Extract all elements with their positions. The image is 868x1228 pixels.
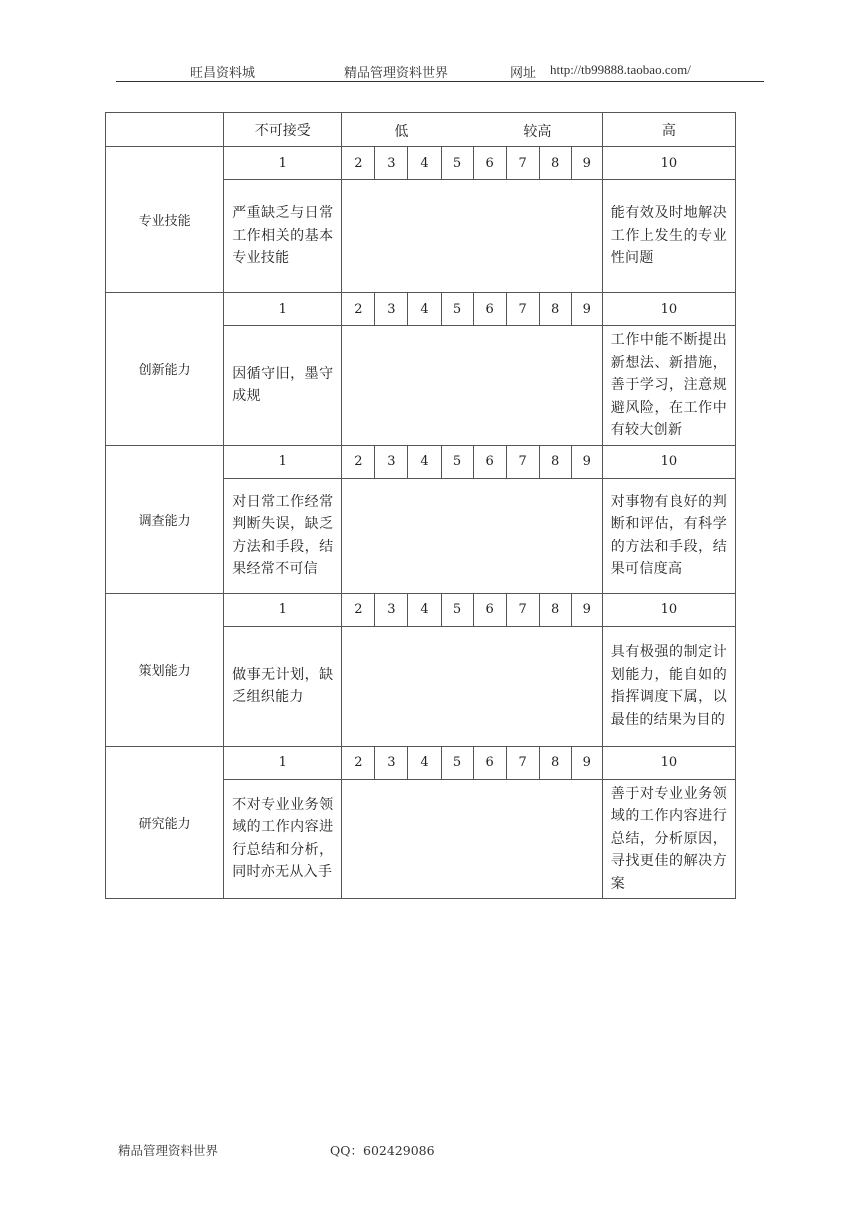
scale-value-7: 7	[506, 746, 539, 779]
low-description-cell	[224, 326, 342, 446]
header-higher: 较高	[523, 124, 552, 140]
low-description-cell	[224, 626, 342, 746]
header-url-label: 网址	[510, 66, 537, 81]
header-site: 旺昌资料城	[190, 66, 256, 81]
scale-value-5: 5	[441, 593, 473, 626]
middle-blank-cell	[342, 478, 602, 593]
scale-value-6: 6	[473, 746, 506, 779]
high-description-cell	[602, 326, 735, 446]
high-description-cell	[602, 478, 735, 593]
scale-value-9: 9	[571, 593, 602, 626]
scale-value-7: 7	[506, 593, 539, 626]
scale-value-8: 8	[539, 746, 571, 779]
scale-value-6: 6	[473, 593, 506, 626]
scale-value-6: 6	[473, 293, 506, 326]
high-description: 工作中能不断提出新想法、新措施，善于学习，注意规避风险，在工作中有较大创新	[610, 332, 727, 438]
scale-value-5: 5	[441, 445, 473, 478]
criterion-label: 调查能力	[106, 445, 224, 593]
middle-blank-cell	[342, 626, 602, 746]
header-blank-cell	[106, 113, 224, 147]
header-low: 低	[394, 124, 409, 140]
scale-value-9: 9	[571, 746, 602, 779]
scale-value-3: 3	[375, 593, 408, 626]
middle-blank-cell	[342, 326, 602, 446]
scale-value-9: 9	[571, 147, 602, 180]
scale-value-1: 1	[224, 445, 342, 478]
scale-value-2: 2	[342, 593, 375, 626]
middle-blank-cell	[342, 779, 602, 899]
scale-value-10: 10	[602, 293, 735, 326]
criterion-label: 专业技能	[106, 147, 224, 293]
low-description: 做事无计划，缺乏组织能力	[232, 666, 334, 705]
high-description-cell	[602, 180, 735, 293]
header-low-higher-cell	[342, 113, 602, 147]
scale-value-4: 4	[408, 593, 441, 626]
scale-value-7: 7	[506, 445, 539, 478]
low-description: 因循守旧，墨守成规	[232, 365, 334, 405]
scale-row	[106, 746, 736, 779]
scale-value-8: 8	[539, 147, 571, 180]
scale-value-3: 3	[375, 746, 408, 779]
scale-value-1: 1	[224, 293, 342, 326]
high-description: 具有极强的制定计划能力，能自如的指挥调度下属，以最佳的结果为目的	[610, 644, 727, 728]
scale-value-1: 1	[224, 147, 342, 180]
scale-value-1: 1	[224, 746, 342, 779]
scale-row	[106, 293, 736, 326]
scale-value-4: 4	[408, 445, 441, 478]
criterion-label: 策划能力	[106, 593, 224, 746]
scale-value-2: 2	[342, 445, 375, 478]
low-description-cell	[224, 478, 342, 593]
scale-value-5: 5	[441, 293, 473, 326]
scale-row	[106, 593, 736, 626]
scale-row	[106, 445, 736, 478]
scale-value-9: 9	[571, 445, 602, 478]
scale-value-10: 10	[602, 147, 735, 180]
scale-value-3: 3	[375, 293, 408, 326]
page-footer	[118, 1141, 518, 1159]
header-high: 高	[602, 113, 735, 147]
header-url-link[interactable]: http://tb99888.taobao.com/	[550, 62, 691, 77]
scale-value-3: 3	[375, 445, 408, 478]
scale-value-8: 8	[539, 593, 571, 626]
scale-value-8: 8	[539, 293, 571, 326]
high-description-cell	[602, 779, 735, 899]
page-header	[118, 62, 763, 82]
high-description: 善于对专业业务领域的工作内容进行总结，分析原因，寻找更佳的解决方案	[610, 785, 727, 892]
low-description: 不对专业业务领域的工作内容进行总结和分析，同时亦无从入手	[232, 796, 334, 881]
scale-value-10: 10	[602, 445, 735, 478]
high-description: 能有效及时地解决工作上发生的专业性问题	[610, 205, 727, 267]
header-unacceptable: 不可接受	[224, 113, 342, 147]
low-description-cell	[224, 180, 342, 293]
scale-value-5: 5	[441, 746, 473, 779]
scale-value-10: 10	[602, 746, 735, 779]
low-description-cell	[224, 779, 342, 899]
low-description: 严重缺乏与日常工作相关的基本专业技能	[232, 205, 334, 267]
scale-value-4: 4	[408, 746, 441, 779]
scale-value-6: 6	[473, 147, 506, 180]
criterion-label: 创新能力	[106, 293, 224, 446]
table-header-row	[106, 113, 736, 147]
scale-value-7: 7	[506, 147, 539, 180]
scale-value-8: 8	[539, 445, 571, 478]
scale-value-5: 5	[441, 147, 473, 180]
scale-value-2: 2	[342, 746, 375, 779]
scale-value-10: 10	[602, 593, 735, 626]
high-description: 对事物有良好的判断和评估，有科学的方法和手段，结果可信度高	[610, 493, 727, 577]
header-divider	[116, 81, 764, 82]
scale-value-1: 1	[224, 593, 342, 626]
footer-qq: QQ：602429086	[330, 1143, 435, 1158]
scale-value-2: 2	[342, 293, 375, 326]
low-description: 对日常工作经常判断失误，缺乏方法和手段，结果经常不可信	[232, 493, 334, 577]
scale-value-9: 9	[571, 293, 602, 326]
scale-value-6: 6	[473, 445, 506, 478]
scale-value-2: 2	[342, 147, 375, 180]
scale-value-4: 4	[408, 293, 441, 326]
header-world: 精品管理资料世界	[344, 66, 449, 81]
high-description-cell	[602, 626, 735, 746]
middle-blank-cell	[342, 180, 602, 293]
scale-value-3: 3	[375, 147, 408, 180]
scale-value-7: 7	[506, 293, 539, 326]
footer-world: 精品管理资料世界	[118, 1143, 219, 1158]
evaluation-table	[105, 112, 736, 899]
criterion-label: 研究能力	[106, 746, 224, 899]
scale-row	[106, 147, 736, 180]
scale-value-4: 4	[408, 147, 441, 180]
